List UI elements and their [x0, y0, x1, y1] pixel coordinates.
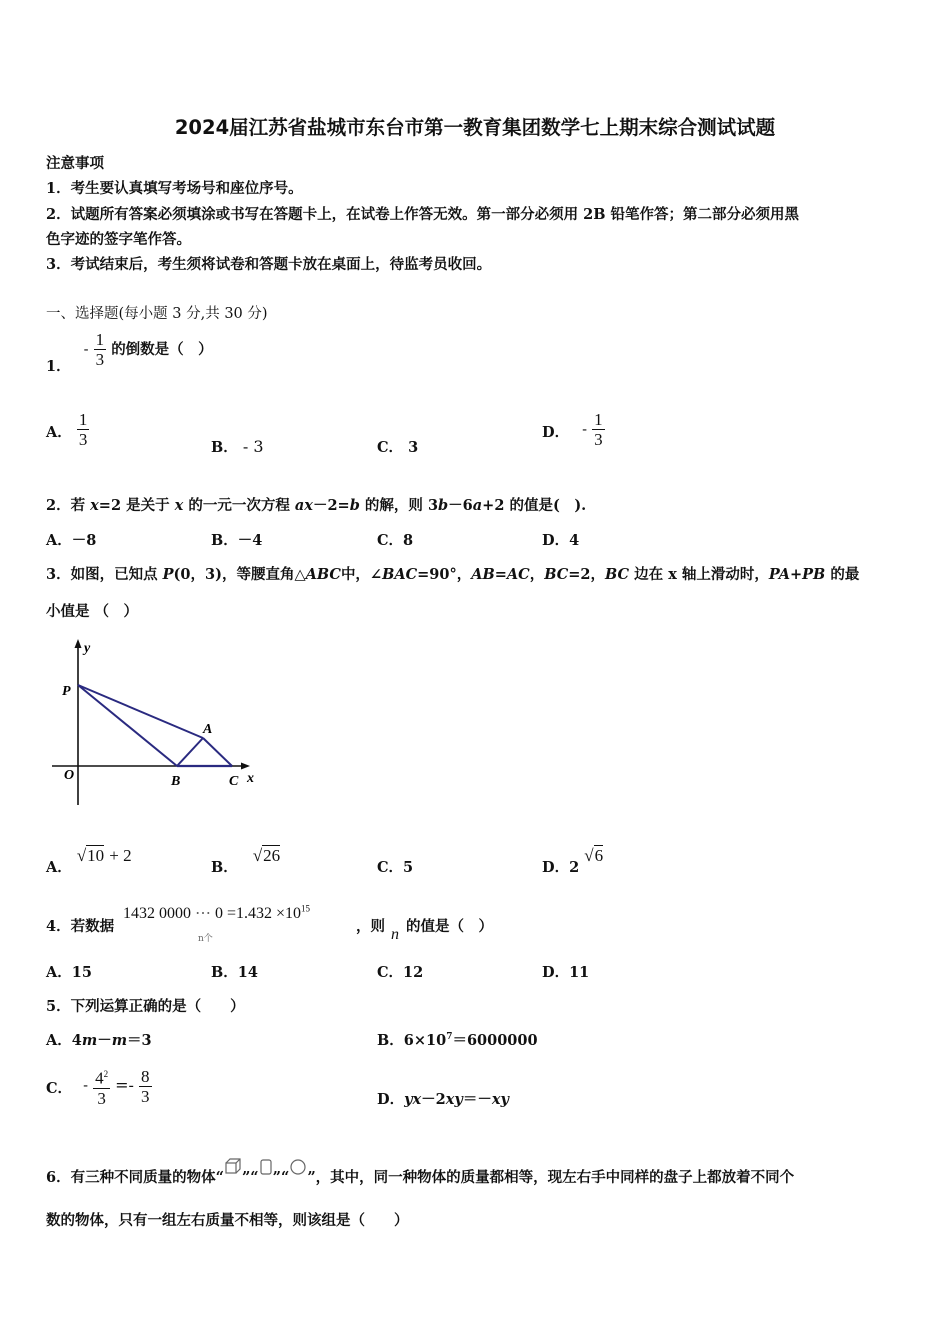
- text: －2: [421, 1091, 446, 1108]
- option-label: A．: [46, 423, 72, 441]
- notice-item: 色字迹的签字笔作答。: [46, 231, 191, 248]
- label-c: C: [229, 774, 239, 789]
- segment-ac: [203, 738, 232, 766]
- option-a: A．－8: [46, 532, 97, 549]
- negative-sign: -: [582, 421, 588, 438]
- text: =90°，: [417, 566, 472, 583]
- segment-ab: [177, 738, 203, 766]
- label-b: B: [171, 774, 181, 789]
- question-3-line2: 小值是 （ ）: [46, 603, 139, 620]
- option-label: D．: [542, 423, 570, 441]
- text: 中，∠: [340, 566, 383, 583]
- var: m: [81, 1032, 98, 1049]
- fraction-denominator: 3: [97, 1088, 106, 1108]
- var: P: [162, 566, 174, 583]
- text: B．6×10: [377, 1032, 447, 1049]
- var: b: [349, 497, 360, 514]
- text: =2 是关于: [98, 497, 175, 514]
- option-value: 3: [408, 439, 419, 456]
- option-c: [377, 436, 418, 457]
- segment-pa: [78, 685, 203, 738]
- var: PA+PB: [768, 566, 826, 583]
- numerator-value: 4: [95, 1068, 104, 1088]
- text: ＝6000000: [452, 1032, 538, 1049]
- radicand: 26: [263, 846, 281, 865]
- question-6: [46, 1158, 794, 1187]
- text: ＝3: [127, 1032, 152, 1049]
- fraction: [93, 1065, 110, 1108]
- var: AB: [471, 566, 495, 583]
- var: yx: [404, 1091, 422, 1108]
- text: ”“: [241, 1169, 259, 1186]
- option-c: C．8: [377, 532, 414, 549]
- fraction-denominator: 3: [95, 350, 105, 369]
- digits: 1432 0000: [123, 905, 191, 922]
- fraction-numerator: 8: [141, 1066, 150, 1086]
- text: =2，: [568, 566, 606, 583]
- var: BC: [544, 566, 569, 583]
- x-axis-arrow-icon: [241, 763, 250, 770]
- var: x: [90, 497, 99, 514]
- notice-item: 3．考试结束后，考生须将试卷和答题卡放在桌面上，待监考员收回。: [46, 256, 492, 273]
- notice-heading: 注意事项: [46, 155, 104, 172]
- ellipsis: ⋯: [195, 905, 211, 922]
- fraction-numerator: 1: [95, 330, 105, 349]
- page-title: 2024届江苏省盐城市东台市第一教育集团数学七上期末综合测试试题: [174, 116, 776, 139]
- option-c: C．12: [377, 964, 424, 981]
- option-label: B．: [211, 859, 238, 876]
- exponent: 2: [103, 1069, 109, 1079]
- var: BC: [605, 566, 630, 583]
- question-2: [46, 494, 586, 515]
- var: xy: [445, 1091, 463, 1108]
- text: 边在 x 轴上滑动时，: [629, 566, 769, 583]
- square-root: √10: [76, 846, 105, 865]
- text: 的一元一次方程: [183, 497, 295, 514]
- question-5: 5．下列运算正确的是（ ）: [46, 998, 245, 1015]
- question-3: [46, 563, 859, 584]
- text: －6: [448, 497, 473, 514]
- text: +2 的值是( ).: [482, 497, 587, 514]
- label-a: A: [203, 722, 213, 737]
- square-root: √6: [584, 846, 604, 865]
- option-b: [377, 1029, 538, 1050]
- cylinder-object-icon: [259, 1158, 273, 1176]
- question-text: 的倒数是（ ）: [111, 340, 213, 358]
- negative-sign: -: [83, 341, 89, 358]
- option-label: B．: [211, 439, 238, 456]
- var: xy: [491, 1091, 509, 1108]
- option-a: [46, 410, 89, 449]
- option-a: A．15: [46, 964, 92, 981]
- n-zeros-note: n个: [198, 934, 213, 944]
- scientific-notation: [123, 903, 310, 923]
- var: m: [111, 1032, 128, 1049]
- sphere-object-icon: [289, 1158, 307, 1176]
- text: 6．有三种不同质量的物体“: [46, 1169, 224, 1186]
- option-d: D．11: [542, 964, 590, 981]
- question-1: [46, 330, 213, 375]
- option-b: [211, 845, 281, 876]
- option-d: [377, 1088, 509, 1109]
- radicand: 10: [87, 846, 105, 865]
- fraction-numerator: 1: [78, 410, 88, 429]
- notice-item: 1．考生要认真填写考场号和座位序号。: [46, 180, 303, 197]
- text: ，: [529, 566, 545, 583]
- text: －: [97, 1032, 112, 1049]
- var: b: [438, 497, 449, 514]
- text: 3．如图，已知点: [46, 566, 163, 583]
- option-a: [46, 1029, 152, 1050]
- digits: 0 =1.432 ×10: [215, 905, 302, 922]
- label-p: P: [62, 684, 71, 699]
- fraction: [139, 1067, 152, 1106]
- var-n: n: [391, 926, 399, 943]
- var: x: [174, 497, 184, 514]
- radicand: 6: [594, 846, 604, 865]
- question-4-label: 4．若数据: [46, 918, 115, 935]
- exponent: 7: [446, 1032, 453, 1043]
- text: (0，3)，等腰直角△: [173, 566, 306, 583]
- y-axis-arrow-icon: [75, 639, 82, 648]
- label-y: y: [84, 641, 91, 656]
- option-d: [542, 845, 604, 876]
- text: ”，其中，同一种物体的质量都相等，现左右手中同样的盘子上都放着不同个: [307, 1169, 795, 1186]
- text: 的最: [825, 566, 860, 583]
- fraction-numerator: [93, 1065, 110, 1089]
- notice-item: 2．试题所有答案必须填涂或书写在答题卡上，在试卷上作答无效。第一部分必须用 2B 铅笔作答；第二部分必须用黑: [46, 206, 800, 223]
- fraction-denominator: 3: [594, 430, 603, 449]
- option-b: [211, 436, 264, 457]
- text: ”“: [272, 1169, 290, 1186]
- text: D．: [377, 1091, 405, 1108]
- text: 2．若: [46, 497, 91, 514]
- fraction: [592, 410, 605, 449]
- q4-tail: 的值是（ ）: [406, 918, 493, 935]
- q4-then: ，则: [356, 918, 385, 935]
- question-number: 1．: [46, 357, 71, 375]
- label-o: O: [64, 768, 75, 783]
- text: 的解，则 3: [359, 497, 439, 514]
- segment-pb: [78, 685, 177, 766]
- var: BAC: [382, 566, 418, 583]
- negative-sign: -: [83, 1078, 89, 1095]
- exponent: 15: [301, 903, 311, 914]
- fraction: [94, 330, 107, 369]
- var: AC: [506, 566, 530, 583]
- fraction-numerator: 1: [594, 410, 603, 429]
- text: ＝－: [462, 1091, 492, 1108]
- var: a: [472, 497, 483, 514]
- cube-object-icon: [224, 1158, 242, 1176]
- option-value: - 3: [242, 437, 264, 456]
- option-label: C．: [46, 1080, 73, 1098]
- option-a: [46, 845, 132, 876]
- option-d: D．4: [542, 532, 580, 549]
- square-root: √26: [252, 846, 281, 865]
- question-6-line2: 数的物体，只有一组左右质量不相等，则该组是（ ）: [46, 1212, 409, 1229]
- option-label: C．: [377, 439, 404, 456]
- label-x: x: [247, 771, 254, 786]
- expression-tail: + 2: [109, 846, 132, 865]
- equals-sign: =-: [115, 1075, 134, 1095]
- var: ABC: [305, 566, 341, 583]
- fraction-denominator: 3: [141, 1086, 150, 1106]
- fraction: [77, 410, 90, 449]
- option-label: A．: [46, 859, 72, 876]
- section-heading: 一、选择题(每小题 3 分,共 30 分): [46, 306, 268, 322]
- option-c: C．5: [377, 859, 414, 876]
- option-c: [46, 1065, 152, 1108]
- text: =: [494, 566, 507, 583]
- fraction-denominator: 3: [78, 430, 88, 449]
- text: A．4: [46, 1032, 82, 1049]
- var: ax: [294, 497, 313, 514]
- text: －2=: [312, 497, 350, 514]
- option-label: D．2: [542, 859, 580, 876]
- triangle-figure: [40, 635, 280, 815]
- option-b: B．－4: [211, 532, 263, 549]
- option-b: B．14: [211, 964, 258, 981]
- option-d: [542, 410, 605, 449]
